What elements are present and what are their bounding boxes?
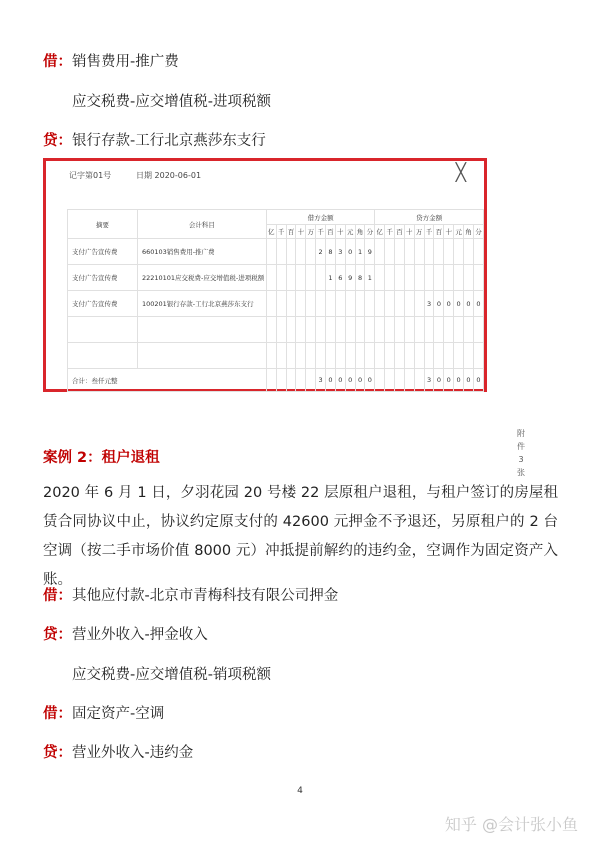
total-row — [68, 369, 484, 392]
page-number: 4 — [297, 786, 303, 796]
debit-digit: 1 — [326, 265, 336, 291]
debit-digit: 2 — [316, 239, 326, 265]
debit-digit — [296, 291, 306, 317]
debit-label: 借： — [43, 706, 72, 722]
credit-digit — [395, 239, 405, 265]
debit-digit — [286, 265, 296, 291]
row-account: 100201银行存款-工行北京燕莎东支行 — [137, 291, 266, 317]
digit-cell — [316, 317, 326, 343]
digit-header: 角 — [464, 225, 474, 239]
digit-cell — [414, 317, 424, 343]
debit-digit — [335, 291, 345, 317]
credit-digit — [454, 239, 464, 265]
debit-digit — [306, 239, 316, 265]
total-debit-digit: 0 — [345, 369, 355, 392]
row-account: 22210101应交税费-应交增值税-进项税额 — [137, 265, 266, 291]
digit-header: 千 — [385, 225, 395, 239]
digit-header: 亿 — [266, 225, 276, 239]
digit-cell — [404, 317, 414, 343]
total-credit-digit: 0 — [454, 369, 464, 392]
credit-digit — [424, 265, 434, 291]
debit-digit: 8 — [355, 265, 365, 291]
debit-digit: 8 — [326, 239, 336, 265]
total-debit-digit — [286, 369, 296, 392]
digit-cell — [424, 343, 434, 369]
digit-cell — [266, 343, 276, 369]
credit-digit — [385, 265, 395, 291]
credit-digit — [375, 291, 385, 317]
credit-account: 营业外收入-押金收入 — [72, 627, 208, 643]
voucher-row — [68, 291, 484, 317]
debit-digit: 1 — [355, 239, 365, 265]
voucher-row — [68, 265, 484, 291]
credit-digit — [424, 239, 434, 265]
digit-cell — [395, 343, 405, 369]
credit-digit — [444, 239, 454, 265]
digit-cell — [444, 317, 454, 343]
row-account: 660103销售费用-推广费 — [137, 239, 266, 265]
digit-cell — [345, 343, 355, 369]
total-credit-digit: 0 — [434, 369, 444, 392]
digit-cell — [365, 343, 375, 369]
total-debit-digit: 3 — [316, 369, 326, 392]
debit-digit — [296, 265, 306, 291]
digit-cell — [306, 343, 316, 369]
debit-digit — [316, 291, 326, 317]
voucher-table — [67, 209, 484, 392]
debit-account: 销售费用-推广费 — [72, 54, 179, 70]
digit-cell — [385, 343, 395, 369]
case2-paragraph: 2020 年 6 月 1 日，夕羽花园 20 号楼 22 层原租户退租，与租户签订的房屋租赁合同协议中止，协议约定原支付的 42600 元押金不予退还，另原租户的 2 台空调（按二手市场价值 8000 元）冲抵提前解约的违约金，空调作为固定资产入账。 — [43, 485, 558, 588]
total-debit-digit — [266, 369, 276, 392]
digit-header: 分 — [365, 225, 375, 239]
total-credit-digit: 0 — [464, 369, 474, 392]
digit-cell — [316, 343, 326, 369]
credit-digit — [434, 265, 444, 291]
header-debit: 借方金额 — [266, 210, 374, 225]
debit-subaccount: 应交税费-应交增值税-进项税额 — [72, 94, 271, 110]
total-credit-digit — [404, 369, 414, 392]
digit-header: 十 — [296, 225, 306, 239]
digit-cell — [326, 317, 336, 343]
debit-digit — [296, 239, 306, 265]
total-debit-digit: 0 — [326, 369, 336, 392]
row-account — [137, 343, 266, 369]
row-summary: 支付广告宣传费 — [68, 239, 138, 265]
total-debit-digit: 0 — [335, 369, 345, 392]
digit-header: 千 — [424, 225, 434, 239]
total-credit-digit — [414, 369, 424, 392]
digit-cell — [286, 343, 296, 369]
voucher-row — [68, 239, 484, 265]
digit-cell — [385, 317, 395, 343]
debit-digit: 1 — [365, 265, 375, 291]
credit-label: 贷： — [43, 133, 72, 149]
total-label: 合计：叁仟元整 — [68, 369, 267, 392]
row-summary: 支付广告宣传费 — [68, 265, 138, 291]
debit-digit: 9 — [345, 265, 355, 291]
header-account: 会计科目 — [137, 210, 266, 239]
attachment-count — [515, 427, 527, 479]
digit-cell — [395, 317, 405, 343]
total-debit-digit — [306, 369, 316, 392]
digit-header: 万 — [414, 225, 424, 239]
empty-row — [68, 343, 484, 369]
case2-debit-2 — [43, 702, 164, 723]
credit-digit — [404, 239, 414, 265]
debit-digit — [286, 291, 296, 317]
row-summary — [68, 317, 138, 343]
debit-digit — [306, 291, 316, 317]
debit-digit — [355, 291, 365, 317]
credit-digit: 0 — [454, 291, 464, 317]
digit-header: 元 — [345, 225, 355, 239]
digit-cell — [296, 317, 306, 343]
digit-cell — [326, 343, 336, 369]
digit-header: 十 — [335, 225, 345, 239]
attachment-char: 件 — [517, 442, 525, 451]
digit-cell — [335, 343, 345, 369]
debit-digit — [266, 291, 276, 317]
credit-digit: 3 — [424, 291, 434, 317]
credit-digit — [464, 239, 474, 265]
digit-cell — [414, 343, 424, 369]
credit-digit: 0 — [464, 291, 474, 317]
digit-header: 元 — [454, 225, 464, 239]
digit-header: 亿 — [375, 225, 385, 239]
debit-digit — [286, 239, 296, 265]
attachment-number: 3 — [518, 455, 524, 464]
case2-credit-1 — [43, 623, 208, 644]
total-debit-digit: 0 — [365, 369, 375, 392]
digit-header: 角 — [355, 225, 365, 239]
digit-cell — [276, 343, 286, 369]
digit-header: 百 — [326, 225, 336, 239]
debit-digit — [326, 291, 336, 317]
credit-digit: 0 — [434, 291, 444, 317]
credit-label: 贷： — [43, 627, 72, 643]
credit-digit — [375, 239, 385, 265]
digit-cell — [404, 343, 414, 369]
total-credit-digit — [375, 369, 385, 392]
digit-cell — [424, 317, 434, 343]
credit-digit — [414, 239, 424, 265]
debit-digit — [276, 291, 286, 317]
debit-digit: 6 — [335, 265, 345, 291]
debit-digit: 3 — [335, 239, 345, 265]
digit-cell — [375, 343, 385, 369]
voucher-date: 日期 2020-06-01 — [136, 171, 202, 180]
digit-header: 百 — [434, 225, 444, 239]
digit-header: 百 — [395, 225, 405, 239]
header-summary: 摘要 — [68, 210, 138, 239]
debit-line-1 — [43, 50, 179, 71]
credit-digit — [414, 291, 424, 317]
row-summary: 支付广告宣传费 — [68, 291, 138, 317]
header-credit: 贷方金额 — [375, 210, 484, 225]
debit-account: 其他应付款-北京市青梅科技有限公司押金 — [72, 588, 339, 604]
debit-digit — [306, 265, 316, 291]
digit-cell — [434, 343, 444, 369]
credit-digit — [385, 291, 395, 317]
debit-digit — [276, 239, 286, 265]
case2-credit-sub: 应交税费-应交增值税-销项税额 — [72, 667, 271, 683]
credit-digit — [404, 265, 414, 291]
total-debit-digit — [296, 369, 306, 392]
digit-cell — [454, 317, 464, 343]
row-summary — [68, 343, 138, 369]
debit-label: 借： — [43, 54, 72, 70]
total-debit-digit — [276, 369, 286, 392]
digit-header: 万 — [306, 225, 316, 239]
credit-digit: 0 — [444, 291, 454, 317]
credit-digit — [375, 265, 385, 291]
total-debit-digit: 0 — [355, 369, 365, 392]
voucher-number: 记字第01号 — [69, 171, 112, 180]
credit-account: 银行存款-工行北京燕莎东支行 — [72, 133, 266, 149]
row-account — [137, 317, 266, 343]
case2-debit-1 — [43, 584, 338, 605]
credit-digit — [395, 291, 405, 317]
digit-header: 千 — [316, 225, 326, 239]
total-credit-digit — [385, 369, 395, 392]
debit-label: 借： — [43, 588, 72, 604]
credit-digit — [434, 239, 444, 265]
total-credit-digit: 3 — [424, 369, 434, 392]
digit-cell — [473, 317, 483, 343]
watermark: 知乎 @会计张小鱼 — [444, 815, 578, 834]
digit-header: 十 — [404, 225, 414, 239]
digit-cell — [345, 317, 355, 343]
case2-credit-2 — [43, 741, 193, 762]
total-credit-digit — [395, 369, 405, 392]
debit-digit: 9 — [365, 239, 375, 265]
digit-cell — [355, 317, 365, 343]
total-credit-digit: 0 — [473, 369, 483, 392]
digit-cell — [286, 317, 296, 343]
credit-digit — [385, 239, 395, 265]
debit-account: 固定资产-空调 — [72, 706, 165, 722]
debit-digit — [266, 239, 276, 265]
credit-digit — [414, 265, 424, 291]
debit-digit — [345, 291, 355, 317]
credit-digit — [454, 265, 464, 291]
digit-cell — [355, 343, 365, 369]
total-credit-digit: 0 — [444, 369, 454, 392]
digit-header: 千 — [276, 225, 286, 239]
credit-label: 贷： — [43, 745, 72, 761]
digit-header: 十 — [444, 225, 454, 239]
credit-digit — [444, 265, 454, 291]
debit-digit — [266, 265, 276, 291]
digit-header: 分 — [473, 225, 483, 239]
debit-digit — [316, 265, 326, 291]
credit-digit — [404, 291, 414, 317]
digit-cell — [276, 317, 286, 343]
digit-cell — [464, 343, 474, 369]
digit-cell — [473, 343, 483, 369]
digit-cell — [444, 343, 454, 369]
credit-digit: 0 — [473, 291, 483, 317]
digit-cell — [296, 343, 306, 369]
digit-cell — [365, 317, 375, 343]
case2-title: 案例 2：租户退租 — [43, 450, 160, 466]
digit-cell — [266, 317, 276, 343]
debit-digit — [276, 265, 286, 291]
credit-digit — [473, 265, 483, 291]
digit-cell — [464, 317, 474, 343]
digit-cell — [434, 317, 444, 343]
debit-digit: 0 — [345, 239, 355, 265]
credit-digit — [464, 265, 474, 291]
close-icon[interactable]: ╳ — [455, 163, 466, 183]
digit-cell — [454, 343, 464, 369]
debit-digit — [365, 291, 375, 317]
empty-row — [68, 317, 484, 343]
digit-cell — [335, 317, 345, 343]
attachment-char: 附 — [517, 429, 525, 438]
credit-digit — [473, 239, 483, 265]
digit-cell — [306, 317, 316, 343]
digit-cell — [375, 317, 385, 343]
attachment-char: 张 — [517, 468, 525, 477]
credit-account: 营业外收入-违约金 — [72, 745, 194, 761]
digit-header: 百 — [286, 225, 296, 239]
credit-digit — [395, 265, 405, 291]
credit-line-1 — [43, 129, 266, 150]
